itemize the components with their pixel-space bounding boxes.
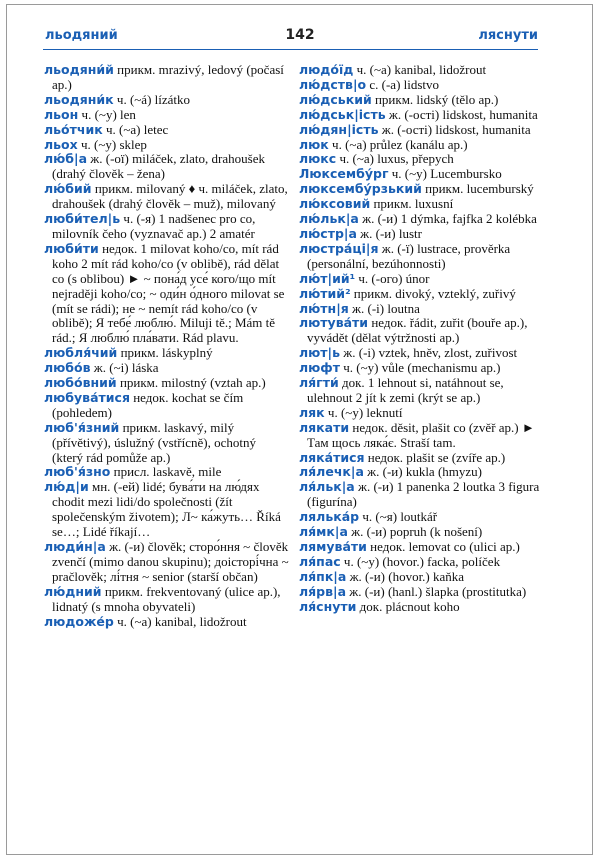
dictionary-entry (44, 182, 290, 212)
dictionary-entry (299, 510, 545, 525)
headword: льодяни́й (44, 62, 114, 77)
dictionary-entry (299, 570, 545, 585)
definition: ж. (-ої) miláček, zlato, drahoušek (drahý člověk – žena) (52, 151, 265, 182)
definition: ч. (~у) len (81, 106, 136, 122)
header-rule (43, 49, 538, 50)
headword: ля́рв|а (299, 583, 347, 599)
definition: недок. lemovat co (ulici ap.) (370, 539, 520, 554)
definition: прикм. milostný (vztah ap.) (119, 375, 266, 391)
headword: лю́дський (299, 91, 372, 107)
headword: лю́бий (44, 181, 92, 197)
definition: док. plácnout koho (359, 598, 460, 614)
headword: ля́снути (299, 598, 357, 614)
definition: прикм. lucemburský (425, 181, 534, 197)
definition: прикм. mrazivý, ledový (počasí ap.) (52, 62, 284, 92)
definition: ч. (~я) loutkář (362, 509, 438, 525)
definition: ч. (~а) kanibal, lidožrout (117, 613, 247, 629)
dictionary-entry (44, 480, 290, 540)
definition: ч. (-ого) únor (358, 270, 430, 286)
dictionary-entry (44, 63, 290, 93)
definition: ж. (-ї) lustrace, prověrka (personální, bezúhonnosti) (307, 240, 511, 271)
dictionary-entry (299, 272, 545, 287)
headword: лю́б|а (44, 151, 88, 167)
headword: люксембу́рзький (299, 181, 422, 197)
dictionary-entry (299, 78, 545, 93)
headword: люб'я́зно (44, 464, 111, 480)
definition: ж. (-і) loutna (352, 300, 420, 316)
definition: ч. (~у) sklep (80, 136, 147, 152)
dictionary-entry (299, 302, 545, 317)
headword: люстра́ці|я (299, 240, 379, 256)
definition: недок. děsit, plašit co (zvěř ap.) ► Там щось ляка́є. Straší tam. (307, 419, 535, 450)
definition: ж. (-ості) lidskost, humanita (388, 106, 538, 122)
headword: ляка́тися (299, 449, 365, 465)
headword: люби́ти (44, 240, 99, 256)
definition: прикм. láskyplný (120, 345, 213, 361)
definition: присл. laskavě, mile (113, 464, 222, 480)
headword: лямува́ти (299, 539, 367, 554)
definition: ж. (-и) (hovor.) kaňka (349, 568, 465, 584)
headword: любля́чий (44, 345, 118, 361)
dictionary-entry (299, 63, 545, 78)
definition: ж. (-и) člověk; сторо́ння ~ člověk zvenčí (mimo danou skupinu); доісторі́чна ~ pračlověk; лі́тня ~ senior (starší občan) (52, 539, 289, 584)
headword: любо́в (44, 360, 91, 376)
dictionary-entry (299, 182, 545, 197)
dictionary-entry (299, 287, 545, 302)
headword: любува́тися (44, 389, 130, 405)
headword: лю́тий² (299, 285, 351, 301)
headword: ляк (299, 404, 325, 420)
headword: льо́тчик (44, 121, 103, 137)
definition: ч. (~у) vůle (mechanismu ap.) (343, 360, 501, 376)
dictionary-entry (299, 167, 545, 182)
definition: ж. (-ості) lidskost, humanita (381, 121, 531, 137)
dictionary-entry (299, 525, 545, 540)
dictionary-entry (299, 346, 545, 361)
dictionary-entry (44, 376, 290, 391)
dictionary-entry (299, 93, 545, 108)
headword: лю́стр|а (299, 225, 357, 241)
dictionary-entry (44, 540, 290, 585)
dictionary-entry (299, 421, 545, 451)
headword: людоже́р (44, 613, 114, 629)
dictionary-entry (299, 123, 545, 138)
headword: лю́ксовий (299, 196, 371, 212)
definition: прикм. lidský (tělo ap.) (374, 91, 499, 107)
definition: прикм. laskavý, milý (přívětivý), úslužný (vstřícně), ochotný (který rád pomůže ap.) (52, 419, 256, 465)
left-column (44, 63, 290, 629)
dictionary-entry (299, 316, 545, 346)
headword: Люксембу́рг (299, 166, 389, 182)
headword: льодяни́к (44, 91, 114, 107)
headword: ля́лечк|а (299, 464, 364, 480)
headword: лют|ь (299, 345, 341, 361)
definition: ч. (~а) průlez (kanálu ap.) (332, 136, 468, 152)
headword: лю́тн|я (299, 300, 349, 316)
headword: лю́дськ|ість (299, 106, 386, 122)
headword: люб'я́зний (44, 419, 120, 435)
dictionary-entry (44, 152, 290, 182)
dictionary-entry (299, 480, 545, 510)
page-number: 142 (285, 27, 315, 43)
headword: ля́мк|а (299, 524, 348, 540)
dictionary-entry (299, 540, 545, 555)
definition: ч. (~а) luxus, přepych (339, 151, 454, 167)
dictionary-entry (44, 585, 290, 615)
dictionary-entry (44, 212, 290, 242)
running-head-right: ляснути (478, 28, 538, 43)
right-column (299, 63, 545, 615)
dictionary-entry (44, 615, 290, 630)
definition: ж. (~і) láska (93, 360, 159, 376)
headword: лю́дян|ість (299, 121, 379, 137)
dictionary-entry (44, 123, 290, 138)
definition: мн. (-ей) lidé; бува́ти на лю́дях chodit mezi lidi/do společnosti (žít společenským životem); Л~ ка́жуть… Říká se…; Lidé říkají… (52, 479, 281, 540)
headword: лютува́ти (299, 315, 369, 331)
definition: недок. řádit, zuřit (bouře ap.), vyvádět (dělat výtržnosti ap.) (307, 315, 528, 346)
dictionary-entry (44, 138, 290, 153)
headword: любо́вний (44, 375, 117, 391)
definition: док. 1 lehnout si, natáhnout se, ulehnout 2 jít k zemi (krýt se ap.) (307, 375, 504, 405)
definition: ж. (-и) lustr (360, 225, 422, 241)
dictionary-entry (44, 108, 290, 123)
headword: лякати (299, 419, 350, 435)
headword: людо́їд (299, 62, 354, 77)
definition: ч. (~у) Lucembursko (391, 166, 502, 182)
definition: ч. (~а) letec (105, 121, 169, 137)
headword: лю́дств|о (299, 76, 367, 92)
definition: ж. (-и) (hanl.) šlapka (prostitutka) (349, 583, 527, 599)
dictionary-entry (44, 346, 290, 361)
dictionary-entry (299, 555, 545, 570)
running-head-left: льодяний (45, 28, 118, 43)
dictionary-entry (44, 361, 290, 376)
dictionary-entry (299, 585, 545, 600)
dictionary-entry (299, 451, 545, 466)
definition: ж. (-и) 1 panenka 2 loutka 3 figura (figurína) (307, 479, 540, 510)
headword: лю́т|ий¹ (299, 270, 356, 286)
dictionary-entry (299, 376, 545, 406)
headword: ля́льк|а (299, 479, 355, 495)
dictionary-entry (299, 138, 545, 153)
dictionary-entry (299, 197, 545, 212)
dictionary-entry (299, 406, 545, 421)
definition: ч. (~á) lízátko (116, 91, 191, 107)
headword: льон (44, 106, 79, 122)
definition: прикм. frekventovaný (ulice ap.), lidnatý (s mnoha obyvateli) (52, 583, 281, 614)
definition: недок. kochat se čím (pohledem) (52, 389, 244, 420)
dictionary-entry (44, 421, 290, 466)
headword: люди́н|а (44, 539, 106, 554)
definition: ч. (~у) leknutí (327, 404, 403, 420)
definition: прикм. divoký, vzteklý, zuřivý (353, 285, 516, 301)
dictionary-entry (299, 465, 545, 480)
definition: недок. plašit se (zvíře ap.) (367, 449, 506, 465)
dictionary-entry (44, 242, 290, 346)
definition: прикм. milovaný ♦ ч. miláček, zlato, drahoušek (drahý člověk – muž), milovaný (52, 181, 288, 212)
definition: ж. (-и) 1 dýmka, fajfka 2 kolébka (362, 211, 537, 227)
definition: ж. (-и) kukla (hmyzu) (367, 464, 482, 480)
dictionary-entry (299, 212, 545, 227)
headword: ля́пк|а (299, 568, 347, 584)
dictionary-entry (299, 600, 545, 615)
headword: люк (299, 136, 329, 152)
definition: ж. (-и) popruh (k nošení) (351, 524, 483, 540)
headword: лю́льк|а (299, 211, 359, 227)
headword: люкс (299, 151, 337, 167)
headword: льох (44, 136, 78, 152)
dictionary-entry (299, 227, 545, 242)
dictionary-entry (44, 391, 290, 421)
dictionary-entry (44, 465, 290, 480)
dictionary-entry (44, 93, 290, 108)
definition: ж. (-і) vztek, hněv, zlost, zuřivost (343, 345, 518, 361)
dictionary-entry (299, 152, 545, 167)
definition: ч. (~а) kanibal, lidožrout (356, 62, 487, 77)
headword: люби́тел|ь (44, 211, 121, 227)
definition: с. (-а) lidstvo (369, 76, 440, 92)
definition: прикм. luxusní (373, 196, 454, 212)
definition: ч. (~у) (hovor.) facka, políček (343, 553, 501, 569)
dictionary-entry (299, 108, 545, 123)
headword: ля́гти́ (299, 375, 339, 391)
headword: лялька́р (299, 509, 360, 525)
definition: недок. 1 milovat koho/co, mít rád koho 2 mít rád koho/co (v oblibě), rád dělat co (s oblibou) ► ~ пона́д усе́ кого/що mít nejraději koho/co; ~ оди́н о́дного milovat se (mít se rádi); не ~ nemít rád koho/co (v oblibě); Я тебе́ люблю́. Miluji tě.; Mám tě rád.; Я люблю́ пла́вати. Rád plavu. (52, 240, 285, 346)
dictionary-entry (299, 242, 545, 272)
definition: ч. (-я) 1 nadšenec pro co, milovník čeho (vyznavač ap.) 2 amatér (52, 211, 256, 241)
headword: лю́дний (44, 583, 102, 599)
headword: ля́пас (299, 553, 341, 569)
headword: лю́д|и (44, 479, 89, 495)
dictionary-entry (299, 361, 545, 376)
headword: люфт (299, 360, 340, 376)
